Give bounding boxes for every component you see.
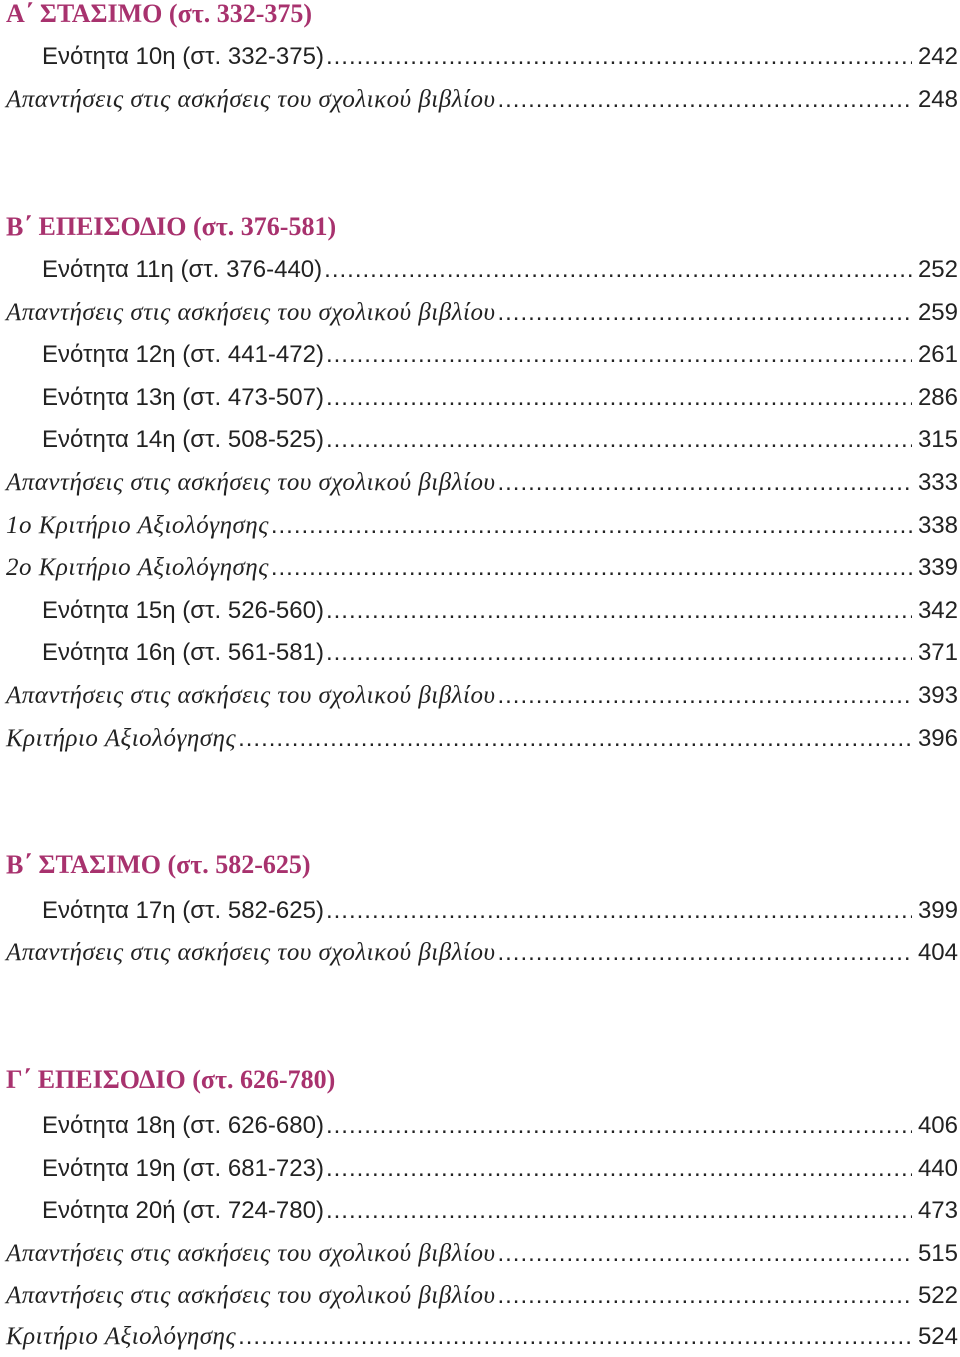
toc-entry — [0, 463, 960, 503]
entry-label: 1ο Κριτήριο Αξιολόγησης — [6, 512, 269, 539]
toc-entry — [0, 37, 960, 77]
leader-dots — [326, 37, 912, 77]
page-number: 473 — [917, 1197, 958, 1224]
entry-label: Ενότητα 13η (στ. 473-507) — [42, 384, 324, 411]
page-number: 371 — [917, 639, 958, 666]
leader-dots — [324, 250, 912, 290]
page-number: 315 — [917, 426, 958, 453]
section-heading: Α΄ ΣΤΑΣΙΜΟ (στ. 332-375) — [6, 0, 313, 28]
leader-dots — [326, 891, 912, 931]
entry-label: Ενότητα 16η (στ. 561-581) — [42, 639, 324, 666]
entry-label: Απαντήσεις στις ασκήσεις του σχολικού βιβλίου — [6, 469, 496, 496]
leader-dots — [326, 633, 912, 673]
leader-dots — [326, 378, 912, 418]
toc-entry — [0, 676, 960, 716]
page-number: 396 — [917, 725, 958, 752]
toc-entry — [0, 548, 960, 588]
toc-entry — [0, 1106, 960, 1146]
page-number: 404 — [917, 939, 958, 966]
toc-entry — [0, 719, 960, 759]
entry-label: Απαντήσεις στις ασκήσεις του σχολικού βιβλίου — [6, 1282, 496, 1309]
section-heading: Β΄ ΣΤΑΣΙΜΟ (στ. 582-625) — [6, 850, 311, 879]
leader-dots — [497, 463, 912, 503]
entry-label: Ενότητα 17η (στ. 582-625) — [42, 897, 324, 924]
page-number: 393 — [917, 682, 958, 709]
page-number: 342 — [917, 597, 958, 624]
entry-label: Ενότητα 12η (στ. 441-472) — [42, 341, 324, 368]
page-number: 338 — [917, 512, 958, 539]
entry-label: Απαντήσεις στις ασκήσεις του σχολικού βιβλίου — [6, 86, 496, 113]
toc-entry — [0, 335, 960, 375]
toc-entry — [0, 591, 960, 631]
entry-label: Απαντήσεις στις ασκήσεις του σχολικού βιβλίου — [6, 682, 496, 709]
toc-entry — [0, 1149, 960, 1189]
entry-label: Απαντήσεις στις ασκήσεις του σχολικού βιβλίου — [6, 299, 496, 326]
toc-entry — [0, 891, 960, 931]
leader-dots — [497, 1234, 912, 1274]
toc-entry — [0, 633, 960, 673]
toc-entry — [0, 506, 960, 546]
leader-dots — [238, 719, 912, 759]
page-number: 333 — [917, 469, 958, 496]
toc-entry — [0, 1317, 960, 1357]
toc-entry — [0, 293, 960, 333]
toc-entry — [0, 1191, 960, 1231]
leader-dots — [497, 80, 912, 120]
page-number: 252 — [917, 256, 958, 283]
toc-entry — [0, 1276, 960, 1316]
leader-dots — [497, 933, 912, 973]
entry-label: Απαντήσεις στις ασκήσεις του σχολικού βιβλίου — [6, 939, 496, 966]
page-number: 242 — [917, 43, 958, 70]
leader-dots — [497, 1276, 912, 1316]
leader-dots — [326, 1149, 912, 1189]
page-number: 522 — [917, 1282, 958, 1309]
entry-label: Ενότητα 15η (στ. 526-560) — [42, 597, 324, 624]
entry-label: Ενότητα 19η (στ. 681-723) — [42, 1155, 324, 1182]
leader-dots — [271, 548, 912, 588]
page-number: 406 — [917, 1112, 958, 1139]
entry-label: Απαντήσεις στις ασκήσεις του σχολικού βιβλίου — [6, 1240, 496, 1267]
page-number: 524 — [917, 1323, 958, 1350]
leader-dots — [238, 1317, 912, 1357]
leader-dots — [497, 676, 912, 716]
toc-entry — [0, 378, 960, 418]
entry-label: 2ο Κριτήριο Αξιολόγησης — [6, 554, 269, 581]
page-number: 261 — [917, 341, 958, 368]
entry-label: Ενότητα 10η (στ. 332-375) — [42, 43, 324, 70]
page-number: 339 — [917, 554, 958, 581]
entry-label: Ενότητα 18η (στ. 626-680) — [42, 1112, 324, 1139]
page-number: 259 — [917, 299, 958, 326]
toc-entry — [0, 250, 960, 290]
toc-entry — [0, 420, 960, 460]
toc-entry — [0, 933, 960, 973]
leader-dots — [326, 591, 912, 631]
entry-label: Ενότητα 14η (στ. 508-525) — [42, 426, 324, 453]
leader-dots — [326, 335, 912, 375]
page-number: 399 — [917, 897, 958, 924]
page-number: 286 — [917, 384, 958, 411]
page-number: 440 — [917, 1155, 958, 1182]
page-number: 248 — [917, 86, 958, 113]
page-number: 515 — [917, 1240, 958, 1267]
leader-dots — [326, 420, 912, 460]
leader-dots — [271, 506, 912, 546]
section-heading: Β΄ ΕΠΕΙΣΟΔΙΟ (στ. 376-581) — [6, 212, 337, 241]
leader-dots — [497, 293, 912, 333]
entry-label: Ενότητα 20ή (στ. 724-780) — [42, 1197, 324, 1224]
leader-dots — [326, 1191, 912, 1231]
section-heading: Γ΄ ΕΠΕΙΣΟΔΙΟ (στ. 626-780) — [6, 1065, 336, 1094]
toc-entry — [0, 1234, 960, 1274]
entry-label: Κριτήριο Αξιολόγησης — [6, 725, 237, 752]
leader-dots — [326, 1106, 912, 1146]
entry-label: Ενότητα 11η (στ. 376-440) — [42, 256, 323, 283]
entry-label: Κριτήριο Αξιολόγησης — [6, 1323, 237, 1350]
toc-entry — [0, 80, 960, 120]
